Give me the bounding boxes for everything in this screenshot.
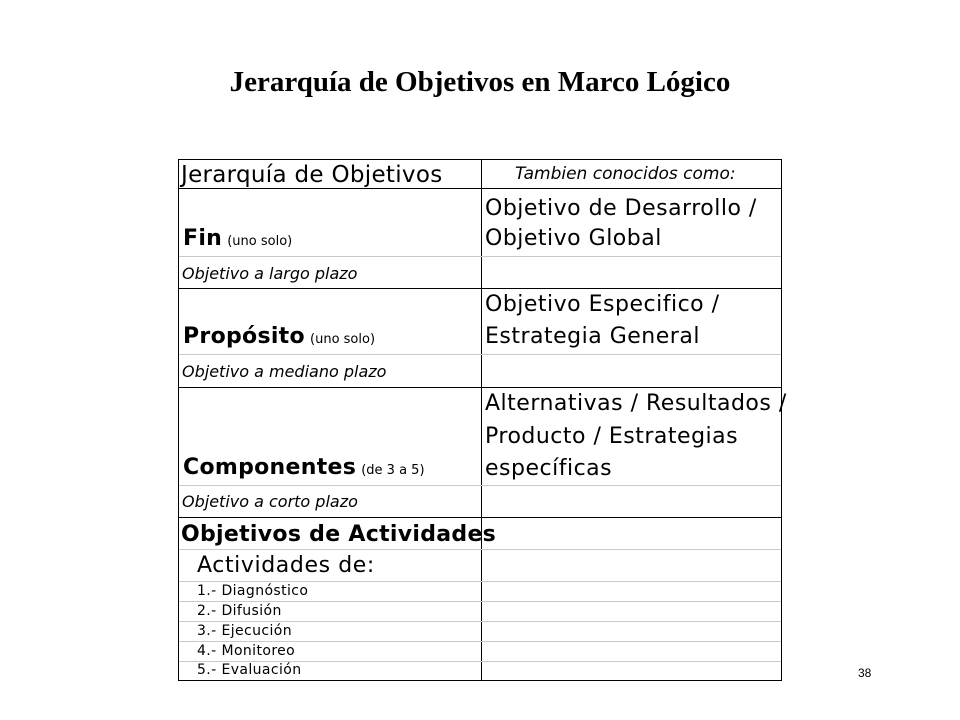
row-divider (179, 581, 781, 582)
componentes-alias-line: Alternativas / Resultados / (485, 391, 787, 416)
actividades-label: Objetivos de Actividades (181, 522, 497, 547)
componentes-alias-line: Producto / Estrategias (485, 424, 739, 449)
proposito-alias-line: Estrategia General (485, 324, 700, 349)
header-right: Tambien conocidos como: (515, 164, 736, 184)
page-title: Jerarquía de Objetivos en Marco Lógico (229, 66, 731, 98)
row-divider (179, 354, 781, 355)
column-divider (481, 160, 482, 680)
fin-alias-line: Objetivo Global (485, 226, 662, 251)
componentes-term: Objetivo a corto plazo (182, 492, 358, 511)
proposito-term: Objetivo a mediano plazo (182, 362, 387, 381)
fin-label: Fin (uno solo) (183, 226, 293, 251)
componentes-label: Componentes (de 3 a 5) (183, 455, 425, 480)
row-divider (179, 485, 781, 486)
proposito-label: Propósito (uno solo) (183, 324, 376, 349)
activity-item: 2.- Difusión (197, 603, 282, 619)
row-divider (179, 188, 781, 189)
header-left: Jerarquía de Objetivos (181, 162, 443, 188)
proposito-alias-line: Objetivo Especifico / (485, 292, 720, 317)
activity-item: 3.- Ejecución (197, 623, 293, 639)
row-divider (179, 549, 781, 550)
activity-item: 4.- Monitoreo (197, 643, 296, 659)
row-divider (179, 641, 781, 642)
page-number: 38 (858, 666, 872, 680)
row-divider (179, 288, 781, 289)
fin-alias-line: Objetivo de Desarrollo / (485, 196, 757, 221)
objectives-table (178, 159, 787, 681)
row-divider (179, 601, 781, 602)
activity-item: 5.- Evaluación (197, 662, 302, 678)
activity-item: 1.- Diagnóstico (197, 583, 309, 599)
row-divider (179, 256, 781, 257)
row-divider (179, 621, 781, 622)
row-divider (179, 517, 781, 518)
actividades-sublabel: Actividades de: (197, 553, 375, 578)
componentes-alias-line: específicas (485, 456, 613, 481)
fin-term: Objetivo a largo plazo (182, 264, 358, 283)
row-divider (179, 387, 781, 388)
